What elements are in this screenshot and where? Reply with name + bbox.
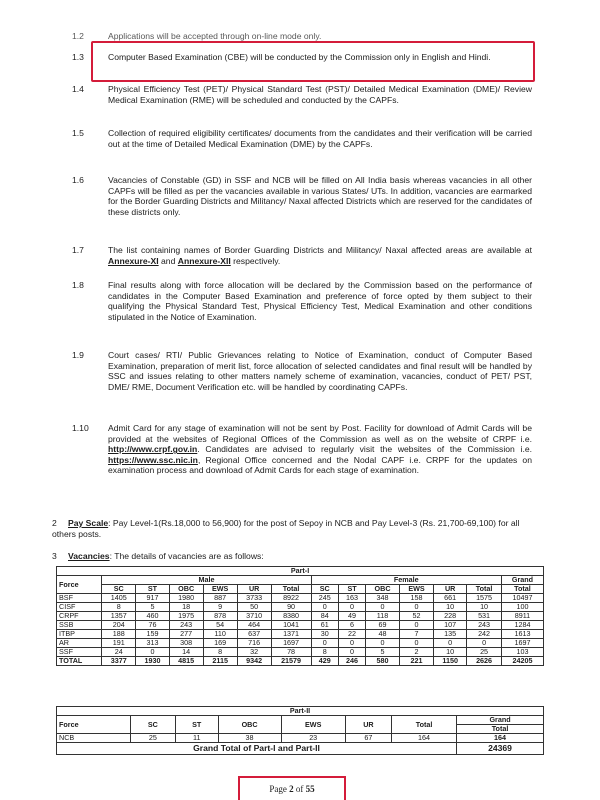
force-name: SSB: [57, 621, 102, 630]
table-cell: 887: [203, 594, 237, 603]
force-name: CRPF: [57, 612, 102, 621]
total-cell: 1930: [136, 657, 170, 666]
col-head: OBC: [366, 585, 400, 594]
total-cell: 2626: [467, 657, 502, 666]
table-cell: 245: [311, 594, 338, 603]
col-head: EWS: [281, 716, 345, 734]
grand-total-label: Grand Total of Part-I and Part-II: [57, 743, 457, 755]
item-number: 1.6: [72, 175, 84, 185]
ssc-website-link[interactable]: https://www.ssc.nic.in: [108, 454, 198, 465]
col-head: OBC: [169, 585, 203, 594]
item-text: Computer Based Examination (CBE) will be conducted by the Commission only in English and Hindi.: [108, 52, 491, 62]
table-cell: 5: [136, 603, 170, 612]
item-1-8: [72, 280, 532, 322]
table-row: [57, 603, 544, 612]
table-row: [57, 639, 544, 648]
total-cell: 2115: [203, 657, 237, 666]
table-cell: 48: [366, 630, 400, 639]
force-name: BSF: [57, 594, 102, 603]
total-label: TOTAL: [57, 657, 102, 666]
total-cell: 246: [338, 657, 365, 666]
male-header: Male: [102, 576, 311, 585]
table-cell: 18: [169, 603, 203, 612]
total-cell: 21579: [271, 657, 311, 666]
pay-scale-section: [52, 518, 532, 539]
table-cell: 103: [501, 648, 543, 657]
table-cell: 118: [366, 612, 400, 621]
vacancies-section: [52, 551, 532, 562]
table-cell: 464: [237, 621, 271, 630]
item-number: 1.9: [72, 350, 84, 360]
item-number: 1.7: [72, 245, 84, 255]
vacancy-table-part-1: [56, 566, 544, 666]
table-cell: 163: [338, 594, 365, 603]
total-cell: 24205: [501, 657, 543, 666]
col-head: UR: [345, 716, 391, 734]
table-cell: 0: [338, 639, 365, 648]
total-cell: 221: [399, 657, 433, 666]
col-head: ST: [338, 585, 365, 594]
table-cell: 917: [136, 594, 170, 603]
table-cell: 52: [399, 612, 433, 621]
table-cell: 69: [366, 621, 400, 630]
item-text: Vacancies of Constable (GD) in SSF and NCB will be filled on All India basis whereas vacancies in all other CAPFs will be filled as per the vacancies available in various States/ UTs. In addition, vacancies are earmarked for the Border Guarding Districts and Militancy/ Naxal affected Districts which are reserved for the candidates of these districts only.: [108, 175, 532, 217]
item-number: 1.5: [72, 128, 84, 138]
table-cell: 637: [237, 630, 271, 639]
item-1-5: [72, 128, 532, 149]
col-head: SC: [311, 585, 338, 594]
table-cell: 242: [467, 630, 502, 639]
table-cell: 1041: [271, 621, 311, 630]
pay-scale-text: : Pay Level-1(Rs.18,000 to 56,900) for the post of Sepoy in NCB and Pay Level-3 (Rs. 21,700-69,100) for all others posts.: [52, 518, 520, 539]
table-cell: 0: [136, 648, 170, 657]
table-cell: 10: [434, 603, 467, 612]
item-text: Applications will be accepted through on-line mode only.: [108, 31, 322, 41]
total-cell: 4815: [169, 657, 203, 666]
grand-total-head: Total: [501, 585, 543, 594]
table-row: [57, 612, 544, 621]
item-1-6: [72, 175, 532, 217]
table-cell: 313: [136, 639, 170, 648]
item-1-7: [72, 245, 532, 266]
table-cell: 54: [203, 621, 237, 630]
table-cell: 716: [237, 639, 271, 648]
table-cell: 2: [399, 648, 433, 657]
force-name: AR: [57, 639, 102, 648]
highlight-box: [91, 41, 535, 82]
table-cell: 24: [102, 648, 136, 657]
table-cell: 5: [366, 648, 400, 657]
grand-total-row: [57, 743, 544, 755]
table-cell: 10: [434, 648, 467, 657]
grand-total-head: Total: [457, 725, 544, 734]
col-head: EWS: [203, 585, 237, 594]
force-name: ITBP: [57, 630, 102, 639]
total-cell: 429: [311, 657, 338, 666]
table-row: [57, 594, 544, 603]
table-cell: 110: [203, 630, 237, 639]
table-cell: 0: [366, 639, 400, 648]
grand-header: Grand: [501, 576, 543, 585]
table-cell: 169: [203, 639, 237, 648]
table-cell: 348: [366, 594, 400, 603]
table-row: [57, 621, 544, 630]
table-cell: 1980: [169, 594, 203, 603]
total-cell: 580: [366, 657, 400, 666]
table-cell: 30: [311, 630, 338, 639]
table-cell: 49: [338, 612, 365, 621]
part-2-heading: Part-II: [57, 707, 544, 716]
table-cell: 0: [467, 639, 502, 648]
col-head: OBC: [218, 716, 281, 734]
total-cell: 1150: [434, 657, 467, 666]
section-number: 3: [52, 551, 57, 561]
table-cell: 228: [434, 612, 467, 621]
col-head: SC: [130, 716, 175, 734]
item-1-2: [72, 31, 532, 42]
pay-scale-label: Pay Scale: [68, 518, 109, 528]
total-row: [57, 657, 544, 666]
table-cell: 0: [338, 648, 365, 657]
table-cell: 460: [136, 612, 170, 621]
female-header: Female: [311, 576, 501, 585]
page-number: Page 2 of 55: [238, 776, 346, 800]
table-cell: 0: [434, 639, 467, 648]
table-cell: 8: [203, 648, 237, 657]
table-cell: 1697: [501, 639, 543, 648]
total-cell: 9342: [237, 657, 271, 666]
col-head: UR: [434, 585, 467, 594]
vacancy-table-part-2: [56, 706, 544, 755]
part-1-heading: Part-I: [57, 567, 544, 576]
table-cell: 22: [338, 630, 365, 639]
table-cell: 1357: [102, 612, 136, 621]
vacancies-label: Vacancies: [68, 551, 110, 561]
col-head: UR: [237, 585, 271, 594]
table-cell: 107: [434, 621, 467, 630]
force-name: CISF: [57, 603, 102, 612]
table-cell: 0: [311, 603, 338, 612]
table-cell: 1575: [467, 594, 502, 603]
table-cell: 3733: [237, 594, 271, 603]
item-text: Admit Card for any stage of examination will not be sent by Post. Facility for download of Admit Cards will be provided at the websites of Regional Offices of the Commission as well as on the website of CRPF i.e. http://www.crpf.gov.in. Candidates are advised to regularly visit the websites of the Commission i.e. https://www.ssc.nic.in, Regional Office concerned and the Nodal CAPF i.e. CRPF for the updates on examination process and download of Admit Cards for each stage of examination.: [108, 423, 532, 476]
vacancies-text: : The details of vacancies are as follows:: [109, 551, 264, 561]
table-cell: 158: [399, 594, 433, 603]
table-cell: 243: [467, 621, 502, 630]
col-head: ST: [175, 716, 218, 734]
col-head: Total: [271, 585, 311, 594]
table-cell: 0: [399, 621, 433, 630]
table-cell: 6: [338, 621, 365, 630]
item-text: Collection of required eligibility certificates/ documents from the candidates and their verification will be carried out at the time of Detailed Medical Examination (DME) by the CAPFs.: [108, 128, 532, 149]
grand-total-value: 24369: [457, 743, 544, 755]
table-cell: 135: [434, 630, 467, 639]
item-number: 1.8: [72, 280, 84, 290]
table-cell: 8380: [271, 612, 311, 621]
col-head: Total: [467, 585, 502, 594]
table-cell: 0: [311, 639, 338, 648]
table-cell: 25: [467, 648, 502, 657]
item-number: 1.10: [72, 423, 89, 433]
item-text: Final results along with force allocation will be declared by the Commission based on the performance of candidates in the Computer Based Examination and preference of force opted by them subject to their qualifying the Physical Standard Test, Physical Efficiency Test, Medical Examination and other conditions stipulated in the Notice of Examination.: [108, 280, 532, 322]
table-cell: 0: [338, 603, 365, 612]
table-cell: 0: [399, 639, 433, 648]
item-1-10: [72, 423, 532, 476]
item-number: 1.2: [72, 31, 84, 41]
item-1-4: [72, 84, 532, 105]
grand-header: Grand: [457, 716, 544, 725]
annexure-xii-link[interactable]: Annexure-XII: [177, 255, 231, 266]
table-cell: 61: [311, 621, 338, 630]
col-head: EWS: [399, 585, 433, 594]
table-cell: 1284: [501, 621, 543, 630]
item-text: Physical Efficiency Test (PET)/ Physical Standard Test (PST)/ Detailed Medical Examination (DME)/ Review Medical Examination (RME) will be scheduled and conducted by the CAPFs.: [108, 84, 532, 105]
table-cell: 90: [271, 603, 311, 612]
table-cell: 188: [102, 630, 136, 639]
section-number: 2: [52, 518, 57, 528]
total-cell: 3377: [102, 657, 136, 666]
table-cell: 7: [399, 630, 433, 639]
table-cell: 9: [203, 603, 237, 612]
table-cell: 159: [136, 630, 170, 639]
table-cell: 531: [467, 612, 502, 621]
item-number: 1.3: [72, 52, 84, 62]
table-cell: 308: [169, 639, 203, 648]
table-cell: 878: [203, 612, 237, 621]
table-cell: 8922: [271, 594, 311, 603]
table-cell: 1975: [169, 612, 203, 621]
item-text: The list containing names of Border Guarding Districts and Militancy/ Naxal affected areas are available at Annexure-XI and Annexure-XII respectively.: [108, 245, 532, 266]
table-cell: 204: [102, 621, 136, 630]
table-row: NCB 25 11 38 23 67 164 164: [57, 734, 544, 743]
table-cell: 3710: [237, 612, 271, 621]
annexure-xi-link[interactable]: Annexure-XI: [108, 255, 159, 266]
table-cell: 100: [501, 603, 543, 612]
table-cell: 1613: [501, 630, 543, 639]
table-cell: 76: [136, 621, 170, 630]
table-cell: 191: [102, 639, 136, 648]
table-cell: 277: [169, 630, 203, 639]
table-cell: 10: [467, 603, 502, 612]
table-cell: 1405: [102, 594, 136, 603]
force-header: Force: [57, 576, 102, 594]
table-cell: 32: [237, 648, 271, 657]
force-name: SSF: [57, 648, 102, 657]
item-number: 1.4: [72, 84, 84, 94]
crpf-website-link[interactable]: http://www.crpf.gov.in: [108, 444, 198, 455]
table-cell: 10497: [501, 594, 543, 603]
table-cell: 0: [366, 603, 400, 612]
table-row: [57, 630, 544, 639]
table-cell: 8: [102, 603, 136, 612]
col-head: ST: [136, 585, 170, 594]
table-cell: 84: [311, 612, 338, 621]
force-header: Force: [57, 716, 131, 734]
item-text: Court cases/ RTI/ Public Grievances relating to Notice of Examination, conduct of Computer Based Examination, preparation of merit list, force allocation of selected candidates and final result will be handled by SSC and issues relating to other matters namely scheme of examination, vacancies, conduct of PET/ PST, DME/ RME, Document Verification etc. will be handled by coordinating CAPFs.: [108, 350, 532, 392]
item-1-9: [72, 350, 532, 392]
table-cell: 661: [434, 594, 467, 603]
table-cell: 50: [237, 603, 271, 612]
table-cell: 8: [311, 648, 338, 657]
table-cell: 0: [399, 603, 433, 612]
table-cell: 14: [169, 648, 203, 657]
table-cell: 1697: [271, 639, 311, 648]
col-head: SC: [102, 585, 136, 594]
col-head: Total: [392, 716, 457, 734]
table-cell: 78: [271, 648, 311, 657]
table-cell: 243: [169, 621, 203, 630]
table-cell: 8911: [501, 612, 543, 621]
table-cell: 1371: [271, 630, 311, 639]
